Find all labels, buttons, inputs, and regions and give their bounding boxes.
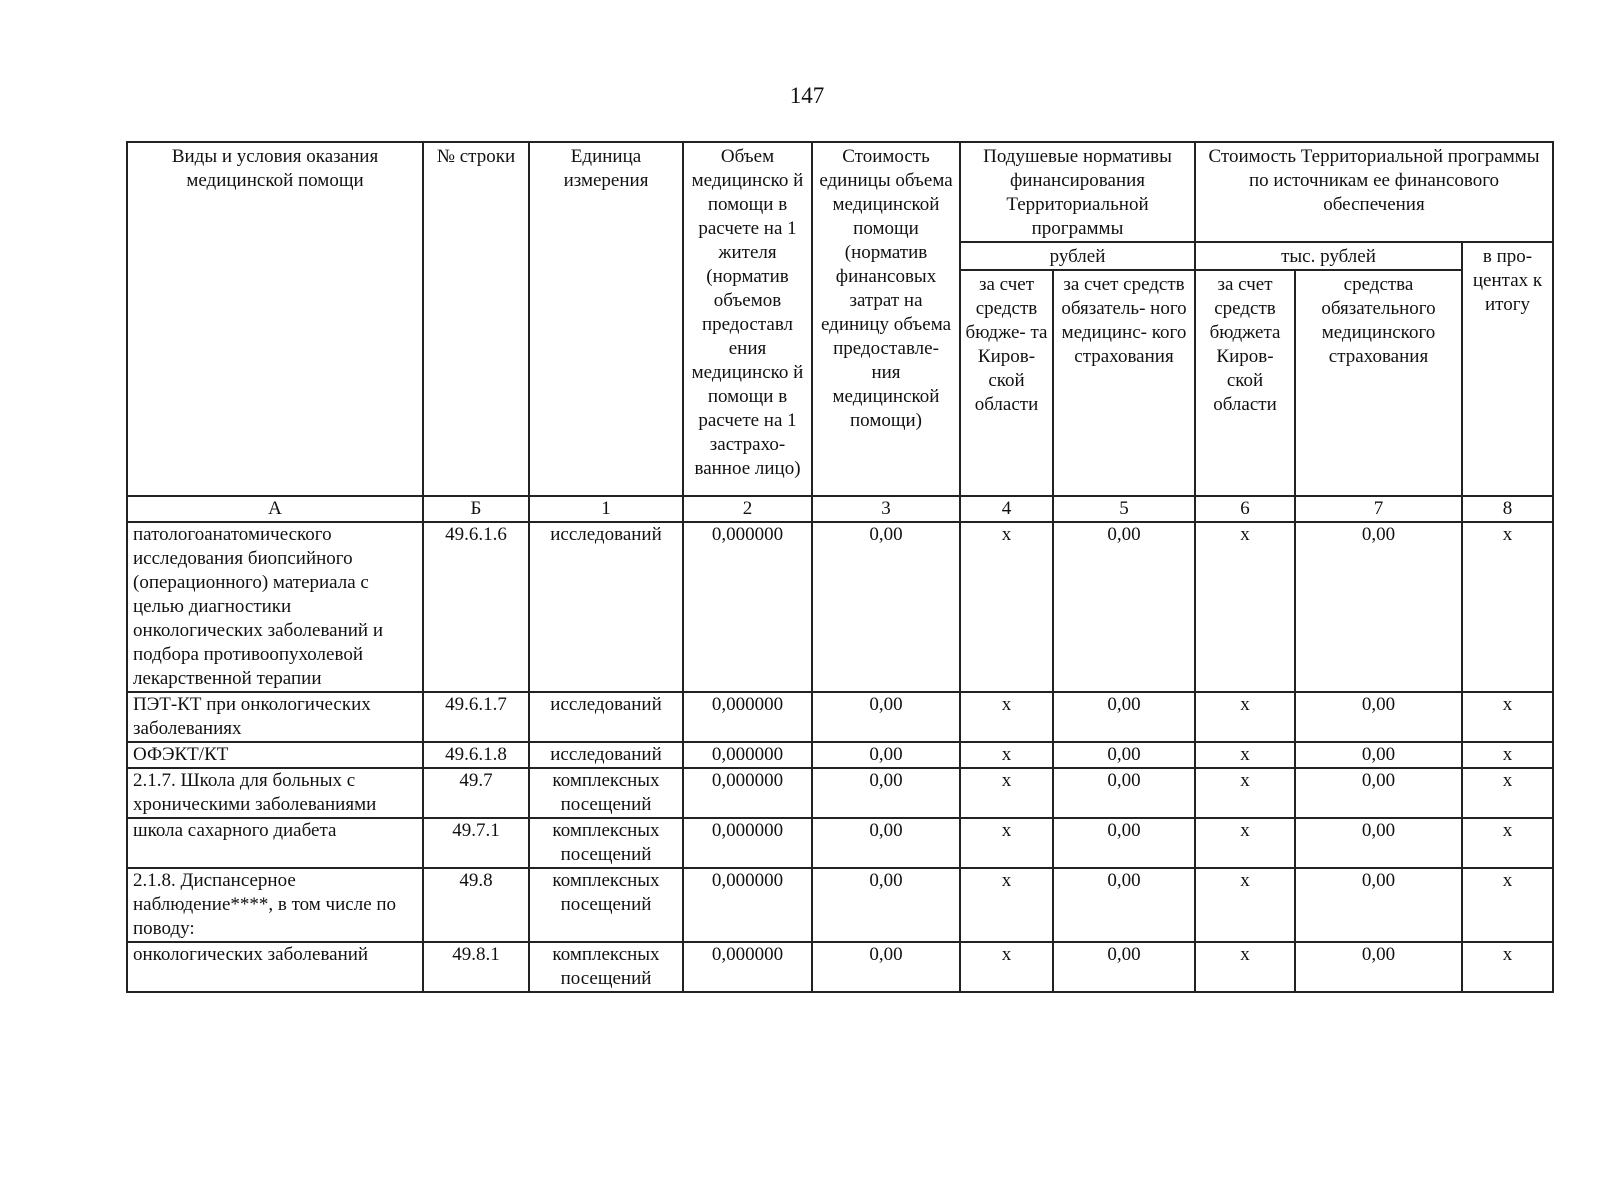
- row-col4: х: [960, 692, 1053, 742]
- row-volume: 0,000000: [683, 818, 812, 868]
- header-row-number: № строки: [423, 142, 529, 496]
- row-name: онкологических заболеваний: [127, 942, 423, 992]
- header-col4: за счет средств бюдже- та Киров- ской области: [960, 270, 1053, 496]
- row-col7: 0,00: [1295, 692, 1462, 742]
- row-number: 49.7.1: [423, 818, 529, 868]
- row-col8: х: [1462, 692, 1553, 742]
- row-col6: х: [1195, 742, 1295, 768]
- row-col5: 0,00: [1053, 692, 1195, 742]
- index-cell: Б: [423, 496, 529, 522]
- header-per-capita-group: Подушевые нормативы финансирования Территориальной программы: [960, 142, 1195, 242]
- row-name: патологоанатомического исследования биопсийного (операционного) материала с целью диагностики онкологических заболеваний и подбора противоопухолевой лекарственной терапии: [127, 522, 423, 692]
- row-cost: 0,00: [812, 522, 960, 692]
- row-unit: исследований: [529, 522, 683, 692]
- index-cell: 3: [812, 496, 960, 522]
- table-row: [127, 742, 1553, 768]
- row-col6: х: [1195, 768, 1295, 818]
- financing-table: [126, 141, 1554, 993]
- row-col7: 0,00: [1295, 868, 1462, 942]
- row-col4: х: [960, 868, 1053, 942]
- index-cell: 5: [1053, 496, 1195, 522]
- row-unit: исследований: [529, 742, 683, 768]
- row-name: ПЭТ-КТ при онкологических заболеваниях: [127, 692, 423, 742]
- index-cell: 6: [1195, 496, 1295, 522]
- row-name: 2.1.8. Диспансерное наблюдение****, в том числе по поводу:: [127, 868, 423, 942]
- row-col5: 0,00: [1053, 818, 1195, 868]
- page-number: 147: [789, 83, 825, 108]
- row-col6: х: [1195, 522, 1295, 692]
- header-col5: за счет средств обязатель- ного медицинс- кого страхования: [1053, 270, 1195, 496]
- header-row-1: [127, 142, 1553, 242]
- row-number: 49.6.1.8: [423, 742, 529, 768]
- row-number: 49.7: [423, 768, 529, 818]
- row-name: 2.1.7. Школа для больных с хроническими заболеваниями: [127, 768, 423, 818]
- row-unit: исследований: [529, 692, 683, 742]
- header-col6: за счет средств бюджета Киров- ской области: [1195, 270, 1295, 496]
- header-percent: в про- центах к итогу: [1462, 242, 1553, 496]
- index-cell: А: [127, 496, 423, 522]
- row-col8: х: [1462, 522, 1553, 692]
- row-volume: 0,000000: [683, 942, 812, 992]
- header-unit-cost: Стоимость единицы объема медицинской помощи (норматив финансовых затрат на единицу объема предоставле- ния медицинской помощи): [812, 142, 960, 496]
- row-col8: х: [1462, 818, 1553, 868]
- table-row: [127, 692, 1553, 742]
- row-col4: х: [960, 742, 1053, 768]
- row-col7: 0,00: [1295, 942, 1462, 992]
- row-number: 49.8.1: [423, 942, 529, 992]
- row-volume: 0,000000: [683, 742, 812, 768]
- row-volume: 0,000000: [683, 868, 812, 942]
- column-index-row: [127, 496, 1553, 522]
- table-row: [127, 522, 1553, 692]
- index-cell: 8: [1462, 496, 1553, 522]
- row-col7: 0,00: [1295, 522, 1462, 692]
- row-volume: 0,000000: [683, 522, 812, 692]
- table-row: [127, 868, 1553, 942]
- header-rubles: рублей: [960, 242, 1195, 270]
- row-col5: 0,00: [1053, 942, 1195, 992]
- row-col5: 0,00: [1053, 742, 1195, 768]
- row-unit: комплексных посещений: [529, 868, 683, 942]
- row-col6: х: [1195, 942, 1295, 992]
- index-cell: 2: [683, 496, 812, 522]
- index-cell: 1: [529, 496, 683, 522]
- row-col6: х: [1195, 692, 1295, 742]
- row-col6: х: [1195, 818, 1295, 868]
- row-volume: 0,000000: [683, 692, 812, 742]
- header-program-cost-group: Стоимость Территориальной программы по источникам ее финансового обеспечения: [1195, 142, 1553, 242]
- row-col5: 0,00: [1053, 768, 1195, 818]
- row-name: ОФЭКТ/КТ: [127, 742, 423, 768]
- row-col4: х: [960, 818, 1053, 868]
- row-number: 49.8: [423, 868, 529, 942]
- index-cell: 7: [1295, 496, 1462, 522]
- row-volume: 0,000000: [683, 768, 812, 818]
- row-unit: комплексных посещений: [529, 818, 683, 868]
- row-col8: х: [1462, 868, 1553, 942]
- row-col4: х: [960, 522, 1053, 692]
- row-cost: 0,00: [812, 818, 960, 868]
- row-cost: 0,00: [812, 768, 960, 818]
- row-col4: х: [960, 768, 1053, 818]
- table-row: [127, 942, 1553, 992]
- row-number: 49.6.1.6: [423, 522, 529, 692]
- row-cost: 0,00: [812, 942, 960, 992]
- header-volume: Объем медицинско й помощи в расчете на 1 жителя (норматив объемов предоставл ения медицинско й помощи в расчете на 1 застрахо- ванное лицо): [683, 142, 812, 496]
- row-col7: 0,00: [1295, 768, 1462, 818]
- row-col8: х: [1462, 942, 1553, 992]
- header-unit: Единица измерения: [529, 142, 683, 496]
- row-cost: 0,00: [812, 692, 960, 742]
- row-unit: комплексных посещений: [529, 942, 683, 992]
- row-col4: х: [960, 942, 1053, 992]
- row-col5: 0,00: [1053, 868, 1195, 942]
- row-unit: комплексных посещений: [529, 768, 683, 818]
- row-number: 49.6.1.7: [423, 692, 529, 742]
- row-cost: 0,00: [812, 742, 960, 768]
- header-thousand-rubles: тыс. рублей: [1195, 242, 1462, 270]
- table-row: [127, 768, 1553, 818]
- index-cell: 4: [960, 496, 1053, 522]
- table-row: [127, 818, 1553, 868]
- row-col5: 0,00: [1053, 522, 1195, 692]
- row-col7: 0,00: [1295, 742, 1462, 768]
- row-name: школа сахарного диабета: [127, 818, 423, 868]
- row-cost: 0,00: [812, 868, 960, 942]
- row-col7: 0,00: [1295, 818, 1462, 868]
- header-col7: средства обязательного медицинского страхования: [1295, 270, 1462, 496]
- row-col6: х: [1195, 868, 1295, 942]
- row-col8: х: [1462, 742, 1553, 768]
- row-col8: х: [1462, 768, 1553, 818]
- header-kind: Виды и условия оказания медицинской помощи: [127, 142, 423, 496]
